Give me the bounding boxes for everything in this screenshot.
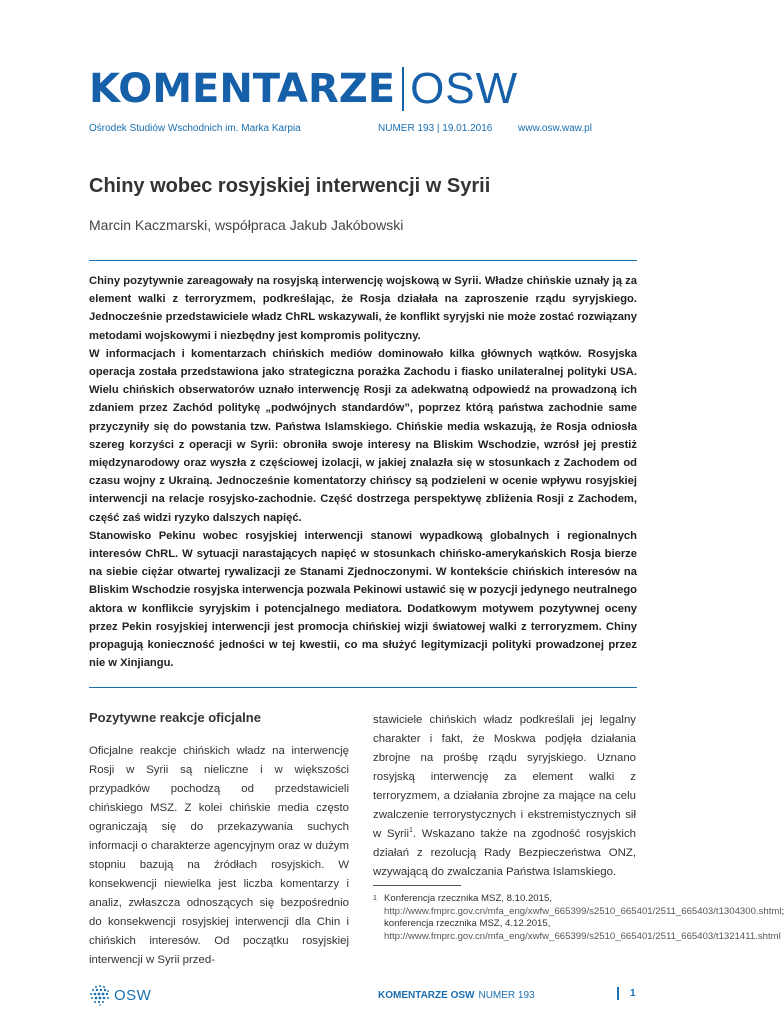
article-authors: Marcin Kaczmarski, współpraca Jakub Jakóbowski: [89, 217, 404, 233]
footnote-text: ; konferencja rzecznika MSZ, 4.12.2015,: [384, 905, 784, 930]
footer-divider: [617, 987, 619, 1000]
body-text: stawiciele chińskich władz podkreślali jej legalny charakter i fakt, że Moskwa podjęła działania zbrojne na prośbę rządu syryjskiego. Uznano rosyjską interwencję za element walki z terroryzmem, a działania zbrojne za mające na celu zwalczenie terrorystycznych i ekstremistycznych sił w Syrii: [373, 714, 636, 840]
summary-paragraph: Stanowisko Pekinu wobec rosyjskiej interwencji stanowi wypadkową globalnych i regionalnych interesów ChRL. W sytuacji narastających napięć w stosunkach chińsko-amerykańskich Rosja bierze na siebie ciężar otwartej rywalizacji ze Stanami Zjednoczonymi. W kontekście chińskich interesów na Bliskim Wschodzie rosyjska interwencja pozwala Pekinowi ustawić się w pozycji jedynego neutralnego aktora w konflikcie syryjskim i potencjalnego mediatora. Dodatkowym motywem pozytywnej oceny przez Pekin rosyjskiej interwencji jest promocja chińskiej wizji światowej walki z terroryzmem. Chiny propagują konieczność jedności w tej kwestii, co ma służyć legitymizacji polityki prowadzonej przez nie w Xinjiangu.: [89, 529, 637, 670]
running-footer: [378, 990, 535, 1001]
section-heading: Pozytywne reakcje oficjalne: [89, 710, 261, 725]
body-paragraph: Oficjalne reakcje chińskich władz na interwencję Rosji w Syrii są nieliczne i w większości przypadków pochodzą od przedstawicieli chińskiego MSZ. Z kolei chińskie media często ograniczają się do przekazywania suchych informacji o charakterze agencyjnym oraz w dużym stopniu bazują na źródłach rosyjskich. W konsekwencji niewielka jest liczba komentarzy i analiz, zwłaszcza odnoszących się bezpośrednio do konsekwencji rosyjskiej interwencji dla Chin i chińskich interesów. Od początku rosyjskiej interwencji w Syrii przed-: [89, 745, 349, 966]
website-link[interactable]: www.osw.waw.pl: [518, 123, 592, 134]
footnote-rule: [373, 885, 461, 886]
brand-divider: [402, 67, 404, 111]
institute-name: Ośrodek Studiów Wschodnich im. Marka Karpia: [89, 123, 301, 134]
page-number: 1: [630, 988, 636, 999]
footnote-link[interactable]: http://www.fmprc.gov.cn/mfa_eng/xwfw_665399/s2510_665401/2511_665403/t1321411.shtml: [384, 930, 781, 942]
brand-osw: OSW: [410, 64, 519, 113]
footnote: [373, 893, 784, 943]
article-title: Chiny wobec rosyjskiej interwencji w Syrii: [89, 175, 491, 197]
globe-icon: [89, 984, 111, 1006]
summary-box: [89, 272, 637, 672]
footnote-text: Konferencja rzecznika MSZ, 8.10.2015,: [384, 893, 552, 904]
running-number: NUMER 193: [478, 990, 535, 1001]
brand-masthead: [89, 66, 518, 112]
summary-top-rule: [89, 260, 637, 261]
footer-logo: [89, 984, 151, 1006]
footnote-reference[interactable]: 1: [409, 827, 413, 835]
footnote-number: 1: [373, 895, 377, 902]
body-column-right: [373, 711, 636, 882]
footer-logo-text: OSW: [114, 986, 152, 1004]
brand-komentarze: KOMENTARZE: [89, 66, 396, 112]
body-paragraph: [373, 711, 636, 882]
body-text: . Wskazano także na zgodność rosyjskich działań z rezolucją Rady Bezpieczeństwa ONZ, wzywającą do zwalczania Państwa Islamskiego.: [373, 828, 636, 878]
running-title: KOMENTARZE OSW: [378, 990, 475, 1001]
issue-number-date: NUMER 193 | 19.01.2016: [378, 123, 493, 134]
summary-paragraph: Chiny pozytywnie zareagowały na rosyjską interwencję wojskową w Syrii. Władze chińskie uznały ją za element walki z terroryzmem, podkreślając, że Rosja działała na zaproszenie rządu syryjskiego. Jednocześnie przedstawiciele władz ChRL wskazywali, że konflikt syryjski nie może zostać rozwiązany metodami wojskowymi i niezbędny jest kompromis polityczny.: [89, 275, 637, 342]
summary-bottom-rule: [89, 687, 637, 688]
summary-paragraph: W informacjach i komentarzach chińskich mediów dominowało kilka głównych wątków. Rosyjska operacja została przedstawiona jako strategiczna porażka Zachodu i fiasko unilateralnej polityki USA. Wielu chińskich obserwatorów uznało interwencję Rosji za adekwatną odpowiedź na prowadzoną ich zdaniem przez Zachód politykę „podwójnych standardów”, poprzez którą państwa zachodnie same przyczyniły się do powstania tzw. Państwa Islamskiego. Chińskie media wskazują, że Rosja odniosła szereg korzyści z operacji w Syrii: obroniła swoje interesy na Bliskim Wschodzie, wzrósł jej prestiż międzynarodowy oraz wyszła z częściowej izolacji, w jakiej znalazła się w stosunkach z Zachodem od czasu wojny z Ukrainą. Jednocześnie komentatorzy chińscy są podzieleni w ocenie wpływu rosyjskiej interwencji na relacje rosyjsko-zachodnie. Część dostrzega perspektywę zbliżenia Rosji z Zachodem, część zaś widzi ryzyko dalszych napięć.: [89, 347, 637, 524]
body-column-left: [89, 742, 349, 970]
footnote-link[interactable]: http://www.fmprc.gov.cn/mfa_eng/xwfw_665399/s2510_665401/2511_665403/t1304300.shtml: [384, 905, 782, 917]
